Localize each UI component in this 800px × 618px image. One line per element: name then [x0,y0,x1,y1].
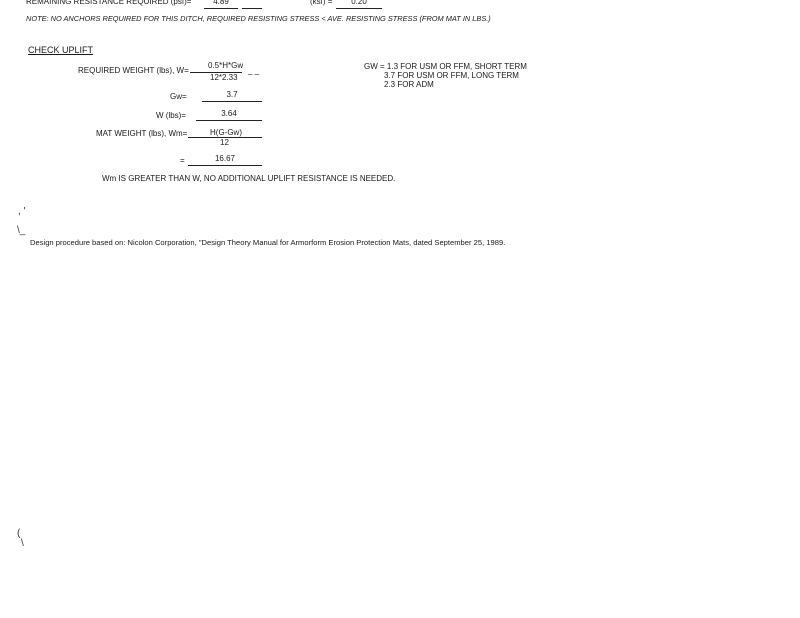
gw-legend-line-1: GW = 1.3 FOR USM OR FFM, SHORT TERM [364,62,527,71]
scan-mark-bottom: ( [17,528,21,539]
mat-weight-numerator: H(G-Gw) [210,128,242,137]
scan-mark-top: , ' [18,206,26,217]
w-value: 3.64 [196,109,262,121]
mat-weight-label: MAT WEIGHT (lbs), Wm= [96,129,188,138]
ksf-value: 0.20 [336,0,382,9]
wm-equals-label: = [180,156,185,165]
anchor-note: NOTE: NO ANCHORS REQUIRED FOR THIS DITCH, REQUIRED RESISTING STRESS < AVE. RESISTING STRESS (FROM MAT IN LBS.) [26,14,491,23]
gw-legend-line-2: 3.7 FOR USM OR FFM, LONG TERM [384,71,519,80]
remaining-resistance-value: 4.89 [204,0,238,9]
design-reference: Design procedure based on: Nicolon Corporation, "Design Theory Manual for Armorform Erosion Protection Mats, dated September 25, 1989. [30,238,506,247]
remaining-resistance-label: REMAINING RESISTANCE REQUIRED (psf)= [26,0,192,6]
uplift-conclusion: Wm IS GREATER THAN W, NO ADDITIONAL UPLIFT RESISTANCE IS NEEDED. [102,174,396,183]
remaining-resistance-blank [242,0,262,9]
required-weight-denominator: 12*2.33 [210,73,238,82]
section-title: CHECK UPLIFT [28,45,94,55]
scan-mark-middle: \_ [17,225,26,236]
gw-value: 3.7 [202,90,262,102]
scan-mark-bottom-2: \ [21,538,24,549]
gw-label: Gw= [170,92,187,101]
gw-legend-line-3: 2.3 FOR ADM [384,80,434,89]
required-weight-numerator: 0.5*H*Gw [208,61,244,70]
mat-weight-denominator: 12 [220,138,229,147]
ksf-label: (ksf) = [310,0,333,6]
required-weight-label: REQUIRED WEIGHT (lbs), W= [78,66,189,75]
required-weight-trailing-mark: _ _ [248,66,260,75]
w-label: W (lbs)= [156,111,186,120]
wm-value: 16.67 [188,154,262,166]
